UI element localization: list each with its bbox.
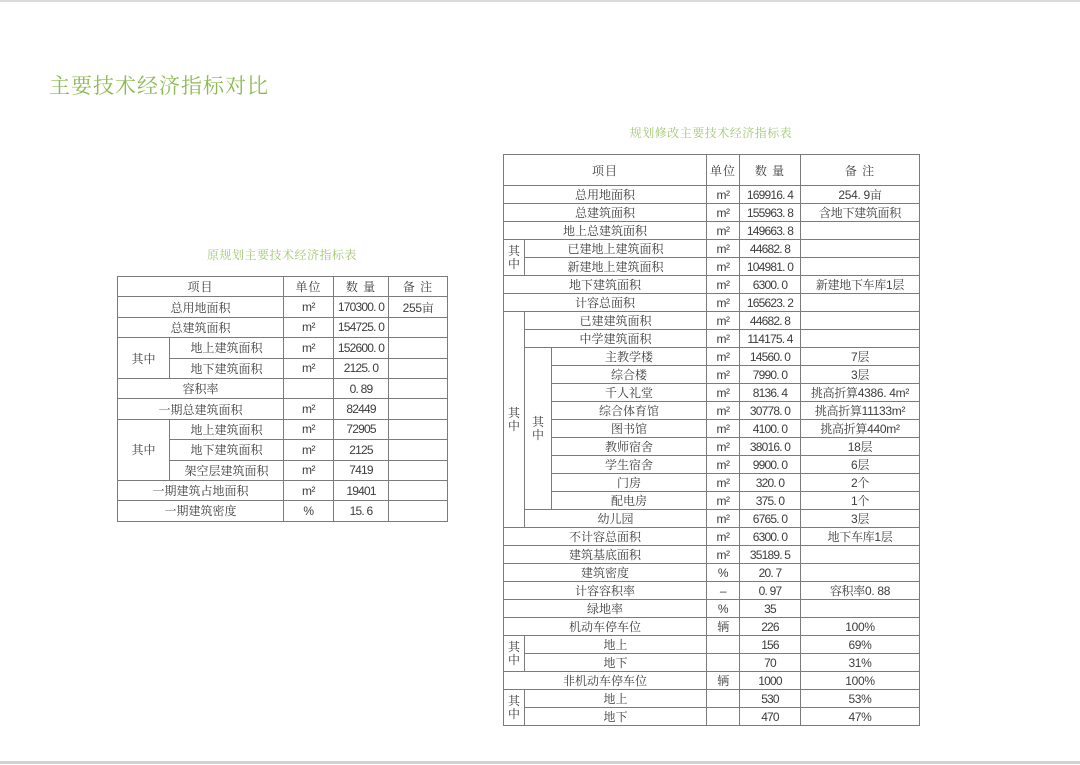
header-note: 备 注 bbox=[389, 277, 448, 297]
table-row bbox=[504, 330, 920, 348]
header-unit: 单位 bbox=[284, 277, 334, 297]
revised-indicators-table bbox=[503, 154, 920, 726]
table-row bbox=[504, 474, 920, 492]
cell-note bbox=[801, 222, 920, 240]
cell-item: 一期建筑占地面积 bbox=[118, 480, 284, 500]
cell-qty: 0. 97 bbox=[740, 582, 801, 600]
cell-unit: % bbox=[707, 564, 740, 582]
cell-item: 建筑密度 bbox=[504, 564, 707, 582]
table-row bbox=[504, 492, 920, 510]
original-indicators-table bbox=[117, 276, 448, 522]
cell-unit: m² bbox=[284, 480, 334, 500]
cell-unit: m² bbox=[707, 258, 740, 276]
table-row bbox=[504, 420, 920, 438]
cell-group-label: 其中 bbox=[504, 240, 525, 276]
cell-item: 地上建筑面积 bbox=[170, 338, 284, 358]
table-row bbox=[118, 317, 448, 337]
table-row bbox=[504, 312, 920, 330]
cell-unit: m² bbox=[707, 312, 740, 330]
cell-item: 地下 bbox=[525, 654, 707, 672]
cell-note: 254. 9亩 bbox=[801, 186, 920, 204]
cell-unit: m² bbox=[707, 420, 740, 438]
cell-note bbox=[801, 600, 920, 618]
cell-qty: 7990. 0 bbox=[740, 366, 801, 384]
cell-item: 建筑基底面积 bbox=[504, 546, 707, 564]
cell-item: 主教学楼 bbox=[552, 348, 707, 366]
cell-note: 6层 bbox=[801, 456, 920, 474]
cell-qty: 30778. 0 bbox=[740, 402, 801, 420]
cell-unit: m² bbox=[284, 338, 334, 358]
cell-note: 含地下建筑面积 bbox=[801, 204, 920, 222]
table-row bbox=[504, 366, 920, 384]
table-row bbox=[118, 338, 448, 358]
cell-unit: m² bbox=[707, 510, 740, 528]
cell-note bbox=[801, 294, 920, 312]
cell-note bbox=[801, 330, 920, 348]
cell-qty: 6300. 0 bbox=[740, 276, 801, 294]
cell-unit: m² bbox=[707, 204, 740, 222]
cell-item: 地下建筑面积 bbox=[170, 358, 284, 378]
original-table-caption: 原规划主要技术经济指标表 bbox=[206, 248, 357, 262]
cell-unit bbox=[284, 378, 334, 398]
original-plan-section bbox=[117, 246, 447, 522]
cell-qty: 6765. 0 bbox=[740, 510, 801, 528]
cell-qty: 8136. 4 bbox=[740, 384, 801, 402]
cell-item: 地下 bbox=[525, 708, 707, 726]
cell-qty: 35 bbox=[740, 600, 801, 618]
cell-qty: 226 bbox=[740, 618, 801, 636]
cell-item: 已建地上建筑面积 bbox=[525, 240, 707, 258]
cell-qty: 19401 bbox=[334, 480, 389, 500]
cell-note bbox=[389, 419, 448, 439]
cell-note: 255亩 bbox=[389, 297, 448, 317]
cell-unit: – bbox=[707, 582, 740, 600]
cell-qty: 38016. 0 bbox=[740, 438, 801, 456]
cell-qty: 70 bbox=[740, 654, 801, 672]
table-row bbox=[504, 528, 920, 546]
table-row bbox=[504, 654, 920, 672]
cell-qty: 169916. 4 bbox=[740, 186, 801, 204]
cell-unit: m² bbox=[707, 276, 740, 294]
cell-unit: m² bbox=[707, 366, 740, 384]
cell-unit: m² bbox=[707, 438, 740, 456]
cell-qty: 156 bbox=[740, 636, 801, 654]
table-row bbox=[504, 708, 920, 726]
cell-item: 总用地面积 bbox=[504, 186, 707, 204]
cell-qty: 0. 89 bbox=[334, 378, 389, 398]
cell-item: 容积率 bbox=[118, 378, 284, 398]
cell-qty: 7419 bbox=[334, 460, 389, 480]
cell-unit bbox=[707, 690, 740, 708]
cell-item: 非机动车停车位 bbox=[504, 672, 707, 690]
cell-unit: m² bbox=[707, 330, 740, 348]
cell-note: 18层 bbox=[801, 438, 920, 456]
cell-note bbox=[389, 317, 448, 337]
cell-qty: 320. 0 bbox=[740, 474, 801, 492]
table-row bbox=[504, 276, 920, 294]
cell-note: 7层 bbox=[801, 348, 920, 366]
cell-unit: m² bbox=[284, 399, 334, 419]
cell-item: 一期总建筑面积 bbox=[118, 399, 284, 419]
cell-note bbox=[801, 312, 920, 330]
cell-unit: m² bbox=[707, 546, 740, 564]
cell-group-label: 其中 bbox=[118, 419, 170, 480]
cell-qty: 6300. 0 bbox=[740, 528, 801, 546]
cell-qty: 1000 bbox=[740, 672, 801, 690]
cell-note: 47% bbox=[801, 708, 920, 726]
cell-unit: m² bbox=[284, 317, 334, 337]
cell-unit: 辆 bbox=[707, 672, 740, 690]
table-row bbox=[504, 564, 920, 582]
header-qty: 数 量 bbox=[740, 155, 801, 186]
cell-qty: 470 bbox=[740, 708, 801, 726]
cell-unit bbox=[707, 654, 740, 672]
table-row bbox=[504, 456, 920, 474]
revised-table-caption: 规划修改主要技术经济指标表 bbox=[629, 126, 793, 140]
cell-qty: 2125 bbox=[334, 440, 389, 460]
cell-item: 总建筑面积 bbox=[118, 317, 284, 337]
cell-note bbox=[801, 546, 920, 564]
cell-item: 幼儿园 bbox=[525, 510, 707, 528]
cell-note bbox=[389, 501, 448, 521]
cell-item: 计容容积率 bbox=[504, 582, 707, 600]
cell-note: 3层 bbox=[801, 510, 920, 528]
cell-unit: % bbox=[707, 600, 740, 618]
cell-unit: m² bbox=[707, 294, 740, 312]
cell-note: 69% bbox=[801, 636, 920, 654]
cell-unit: m² bbox=[284, 358, 334, 378]
cell-group-label: 其中 bbox=[504, 636, 525, 672]
cell-unit: 辆 bbox=[707, 618, 740, 636]
cell-note: 新建地下车库1层 bbox=[801, 276, 920, 294]
cell-note: 容积率0. 88 bbox=[801, 582, 920, 600]
table-row bbox=[504, 636, 920, 654]
cell-note bbox=[389, 358, 448, 378]
cell-note bbox=[801, 240, 920, 258]
cell-qty: 149663. 8 bbox=[740, 222, 801, 240]
cell-item: 新建地上建筑面积 bbox=[525, 258, 707, 276]
table-row bbox=[504, 510, 920, 528]
cell-note bbox=[389, 338, 448, 358]
cell-note bbox=[389, 399, 448, 419]
table-header-row bbox=[504, 155, 920, 186]
table-row bbox=[504, 240, 920, 258]
cell-qty: 155963. 8 bbox=[740, 204, 801, 222]
cell-qty: 165623. 2 bbox=[740, 294, 801, 312]
cell-item: 地下建筑面积 bbox=[170, 440, 284, 460]
table-row bbox=[504, 384, 920, 402]
cell-unit: m² bbox=[284, 460, 334, 480]
cell-unit: m² bbox=[707, 492, 740, 510]
cell-item: 千人礼堂 bbox=[552, 384, 707, 402]
cell-qty: 530 bbox=[740, 690, 801, 708]
cell-item: 配电房 bbox=[552, 492, 707, 510]
table-row bbox=[504, 546, 920, 564]
cell-unit: m² bbox=[707, 222, 740, 240]
table-row bbox=[504, 348, 920, 366]
cell-note: 1个 bbox=[801, 492, 920, 510]
cell-note: 挑高折算11133m² bbox=[801, 402, 920, 420]
cell-note: 53% bbox=[801, 690, 920, 708]
cell-note: 100% bbox=[801, 672, 920, 690]
page-top-edge bbox=[0, 0, 1080, 2]
table-row bbox=[504, 672, 920, 690]
cell-unit bbox=[707, 636, 740, 654]
cell-note bbox=[801, 258, 920, 276]
cell-group-label: 其中 bbox=[504, 312, 525, 528]
cell-note: 挑高折算440m² bbox=[801, 420, 920, 438]
cell-note: 地下车库1层 bbox=[801, 528, 920, 546]
cell-unit: m² bbox=[707, 348, 740, 366]
cell-unit: m² bbox=[707, 402, 740, 420]
cell-item: 学生宿舍 bbox=[552, 456, 707, 474]
cell-unit: m² bbox=[707, 186, 740, 204]
cell-qty: 20. 7 bbox=[740, 564, 801, 582]
cell-note bbox=[389, 378, 448, 398]
cell-item: 门房 bbox=[552, 474, 707, 492]
cell-item: 计容总面积 bbox=[504, 294, 707, 312]
cell-qty: 72905 bbox=[334, 419, 389, 439]
cell-qty: 9900. 0 bbox=[740, 456, 801, 474]
cell-qty: 82449 bbox=[334, 399, 389, 419]
table-row bbox=[504, 582, 920, 600]
table-row bbox=[504, 258, 920, 276]
cell-unit: m² bbox=[707, 240, 740, 258]
cell-qty: 152600. 0 bbox=[334, 338, 389, 358]
table-row bbox=[118, 399, 448, 419]
header-item: 项目 bbox=[504, 155, 707, 186]
cell-note bbox=[801, 564, 920, 582]
cell-note: 100% bbox=[801, 618, 920, 636]
cell-note: 2个 bbox=[801, 474, 920, 492]
table-row bbox=[504, 294, 920, 312]
cell-item: 地上建筑面积 bbox=[170, 419, 284, 439]
cell-item: 图书馆 bbox=[552, 420, 707, 438]
cell-unit: m² bbox=[707, 384, 740, 402]
header-qty: 数 量 bbox=[334, 277, 389, 297]
cell-item: 机动车停车位 bbox=[504, 618, 707, 636]
cell-qty: 114175. 4 bbox=[740, 330, 801, 348]
cell-group-label: 其中 bbox=[525, 348, 552, 510]
cell-group-label: 其中 bbox=[504, 690, 525, 726]
cell-qty: 104981. 0 bbox=[740, 258, 801, 276]
header-note: 备 注 bbox=[801, 155, 920, 186]
cell-note: 31% bbox=[801, 654, 920, 672]
cell-qty: 44682. 8 bbox=[740, 312, 801, 330]
table-row bbox=[504, 204, 920, 222]
cell-unit: m² bbox=[284, 297, 334, 317]
cell-item: 地上 bbox=[525, 690, 707, 708]
cell-item: 总建筑面积 bbox=[504, 204, 707, 222]
cell-item: 中学建筑面积 bbox=[525, 330, 707, 348]
page-bottom-edge bbox=[0, 761, 1080, 764]
cell-note bbox=[389, 480, 448, 500]
cell-unit bbox=[707, 708, 740, 726]
cell-note bbox=[389, 460, 448, 480]
cell-unit: m² bbox=[284, 419, 334, 439]
table-header-row bbox=[118, 277, 448, 297]
cell-qty: 4100. 0 bbox=[740, 420, 801, 438]
table-row bbox=[118, 501, 448, 521]
cell-item: 一期建筑密度 bbox=[118, 501, 284, 521]
cell-item: 架空层建筑面积 bbox=[170, 460, 284, 480]
cell-item: 综合楼 bbox=[552, 366, 707, 384]
cell-note: 3层 bbox=[801, 366, 920, 384]
cell-item: 教师宿舍 bbox=[552, 438, 707, 456]
table-row bbox=[504, 186, 920, 204]
cell-item: 地下建筑面积 bbox=[504, 276, 707, 294]
cell-item: 不计容总面积 bbox=[504, 528, 707, 546]
cell-qty: 2125. 0 bbox=[334, 358, 389, 378]
cell-item: 地上总建筑面积 bbox=[504, 222, 707, 240]
cell-qty: 35189. 5 bbox=[740, 546, 801, 564]
cell-note bbox=[389, 440, 448, 460]
header-item: 项目 bbox=[118, 277, 284, 297]
header-unit: 单位 bbox=[707, 155, 740, 186]
cell-item: 地上 bbox=[525, 636, 707, 654]
cell-qty: 154725. 0 bbox=[334, 317, 389, 337]
cell-item: 总用地面积 bbox=[118, 297, 284, 317]
table-row bbox=[504, 600, 920, 618]
cell-qty: 375. 0 bbox=[740, 492, 801, 510]
cell-group-label: 其中 bbox=[118, 338, 170, 379]
cell-qty: 170300. 0 bbox=[334, 297, 389, 317]
table-row bbox=[118, 480, 448, 500]
cell-unit: % bbox=[284, 501, 334, 521]
cell-unit: m² bbox=[707, 474, 740, 492]
table-row bbox=[504, 438, 920, 456]
cell-qty: 15. 6 bbox=[334, 501, 389, 521]
cell-qty: 14560. 0 bbox=[740, 348, 801, 366]
page-title: 主要技术经济指标对比 bbox=[49, 75, 269, 98]
table-row bbox=[504, 618, 920, 636]
cell-item: 绿地率 bbox=[504, 600, 707, 618]
table-row bbox=[504, 690, 920, 708]
table-row bbox=[118, 419, 448, 439]
cell-unit: m² bbox=[707, 528, 740, 546]
cell-item: 已建建筑面积 bbox=[525, 312, 707, 330]
cell-note: 挑高折算4386. 4m² bbox=[801, 384, 920, 402]
table-row bbox=[504, 222, 920, 240]
table-row bbox=[504, 402, 920, 420]
cell-item: 综合体育馆 bbox=[552, 402, 707, 420]
table-row bbox=[118, 297, 448, 317]
table-row bbox=[118, 378, 448, 398]
cell-unit: m² bbox=[284, 440, 334, 460]
cell-unit: m² bbox=[707, 456, 740, 474]
cell-qty: 44682. 8 bbox=[740, 240, 801, 258]
revised-plan-section bbox=[503, 124, 919, 726]
